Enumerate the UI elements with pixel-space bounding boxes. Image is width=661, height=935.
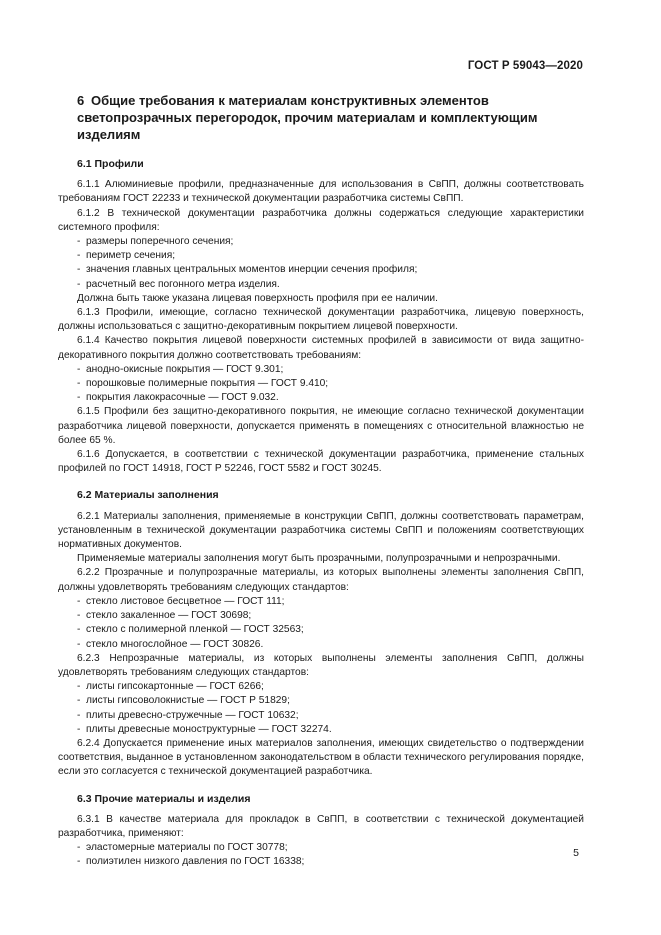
- list-item: - листы гипсокартонные — ГОСТ 6266;: [77, 681, 264, 693]
- list-item: - размеры поперечного сечения;: [77, 236, 234, 248]
- list-item: - стекло с полимерной пленкой — ГОСТ 32563;: [77, 624, 304, 636]
- paragraph-6-2-2: 6.2.2 Прозрачные и полупрозрачные материалы, из которых выполнены элементы заполнения СвПП, должны удовлетворять требованиям следующих стандартов:: [58, 567, 584, 593]
- section-number: 6: [77, 93, 85, 108]
- list-item: - расчетный вес погонного метра изделия.: [77, 278, 280, 290]
- list-item: - порошковые полимерные покрытия — ГОСТ 9.410;: [77, 378, 329, 390]
- subsection-heading-6-1: 6.1 Профили: [77, 158, 144, 170]
- paragraph-6-1-6: 6.1.6 Допускается, в соответствии с технической документации разработчика, применение стальных профилей по ГОСТ 14918, ГОСТ Р 52246, ГОСТ 5582 и ГОСТ 30245.: [58, 449, 584, 475]
- paragraph-6-2-3: 6.2.3 Непрозрачные материалы, из которых выполнены элементы заполнения СвПП, должны удовлетворять требованиям следующих стандартов:: [58, 652, 584, 678]
- list-item: - стекло листовое бесцветное — ГОСТ 111;: [77, 595, 285, 607]
- paragraph-materials: Применяемые материалы заполнения могут быть прозрачными, полупрозрачными и непрозрачными.: [77, 553, 561, 565]
- list-item: - эластомерные материалы по ГОСТ 30778;: [77, 842, 288, 854]
- paragraph-6-3-1: 6.3.1 В качестве материала для прокладок в СвПП, в соответствии с технической документацией разработчика, применяют:: [58, 813, 584, 839]
- list-item: - листы гипсоволокнистые — ГОСТ Р 51829;: [77, 695, 290, 707]
- section-title: Общие требования к материалам конструктивных элементов светопрозрачных перегородок, прочим материалам и комплектующим изделиям: [77, 93, 538, 142]
- document-header: ГОСТ Р 59043—2020: [467, 60, 583, 72]
- paragraph-6-2-1: 6.2.1 Материалы заполнения, применяемые в конструкции СвПП, должны соответствовать параметрам, установленным в технической документации разработчика системы СвПП и положениям соответствующих нормативных документов.: [58, 510, 584, 551]
- section-heading: [58, 92, 584, 143]
- list-item: - плиты древесные моноструктурные — ГОСТ 32274.: [77, 723, 332, 735]
- subsection-heading-6-2: 6.2 Материалы заполнения: [77, 489, 219, 502]
- paragraph-6-1-3: 6.1.3 Профили, имеющие, согласно технической документации разработчика, лицевую поверхность, должны использоваться с защитно-декоративным покрытием лицевой поверхности.: [58, 307, 584, 333]
- list-item: - плиты древесно-стружечные — ГОСТ 10632;: [77, 709, 299, 721]
- paragraph-6-1-5: 6.1.5 Профили без защитно-декоративного покрытия, не имеющие согласно технической документации разработчика лицевой поверхности, допускается применять в помещениях с относительной влажностью не более 65 %.: [58, 406, 584, 446]
- paragraph-6-1-2: 6.1.2 В технической документации разработчика должны содержаться следующие характеристики системного профиля:: [58, 207, 584, 233]
- list-item: - покрытия лакокрасочные — ГОСТ 9.032.: [77, 392, 279, 404]
- paragraph-6-2-4: 6.2.4 Допускается применение иных материалов заполнения, имеющих свидетельство о подтверждении соответствия, выданное в установленном законодательством в области технического регулирования порядке, если это согласуется с технической документацией разработчика.: [58, 737, 584, 778]
- list-item: - анодно-окисные покрытия — ГОСТ 9.301;: [77, 363, 284, 375]
- list-item: - значения главных центральных моментов инерции сечения профиля;: [77, 264, 418, 276]
- paragraph-note: Должна быть также указана лицевая поверхность профиля при ее наличии.: [77, 292, 438, 304]
- paragraph-6-1-4: 6.1.4 Качество покрытия лицевой поверхности системных профилей в зависимости от вида защитно-декоративного покрытия должно соответствовать требованиям:: [58, 335, 584, 361]
- list-item: - периметр сечения;: [77, 250, 176, 262]
- paragraph-6-1-1: 6.1.1 Алюминиевые профили, предназначенные для использования в СвПП, должны соответствовать требованиям ГОСТ 22233 и технической документации разработчика системы СвПП.: [58, 179, 584, 205]
- page-number: 5: [573, 847, 579, 859]
- list-item: - полиэтилен низкого давления по ГОСТ 16338;: [77, 856, 305, 868]
- list-item: - стекло многослойное — ГОСТ 30826.: [77, 638, 264, 650]
- list-item: - стекло закаленное — ГОСТ 30698;: [77, 610, 252, 622]
- document-body: [58, 92, 584, 870]
- subsection-heading-6-3: 6.3 Прочие материалы и изделия: [77, 792, 251, 805]
